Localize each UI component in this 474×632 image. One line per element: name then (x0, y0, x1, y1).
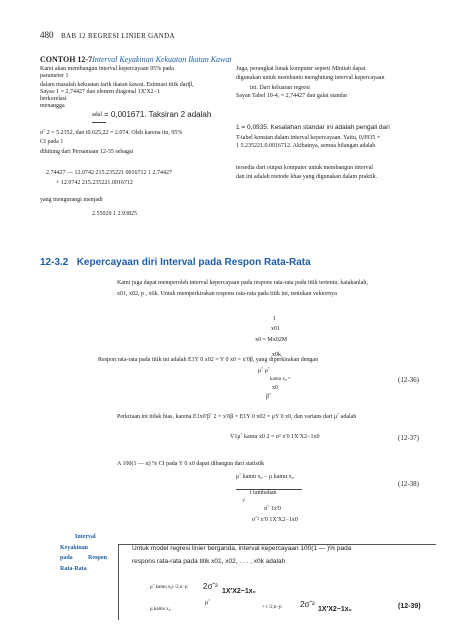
example-right-7: 1 5.235221.0.0016712. Akibatnya, semua bilangan adalah (236, 143, 376, 149)
example-left-1: Kami akan membangun interval kepercayaan 95% pada (40, 66, 174, 72)
example-right-3: ini. Dari keluaran regresi (250, 85, 310, 91)
chapter-title: BAB 12 REGRESI LINIER GANDA (61, 32, 175, 40)
example-right-9: dan ini adalah metode khas yang digunakan dalam praktik. (236, 174, 378, 180)
section-intro-2: x01, x02, p , x0k. Untuk memperkirakan respons rata-rata pada titik ini, tentukan vektornya (117, 291, 337, 297)
eq36-number: (12-36) (398, 376, 419, 384)
example-right-8: tersedia dari output komputer untuk membangun interval (236, 165, 373, 171)
example-right-1: Juga, perangkat lunak komputer seperti Minitab dapat (236, 66, 366, 72)
example-right-2: digunakan untuk membantu menghitung interval kepercayaan (236, 75, 385, 81)
box-mu-hat: μˆ kamu x₀ (150, 585, 173, 590)
sidebar-line-4: Respon (88, 555, 108, 561)
eq38-frag-sigma: σˆ 1x′0 (264, 506, 282, 512)
eq38-sqrt: √ (242, 498, 246, 504)
box-text-1: Untuk model regresi linier berganda, interval kepercayaan 100(1 — )% pada (132, 545, 352, 552)
box-mu-hat-2: μˆ (205, 600, 211, 606)
eq38-frag-t: t tambahan (250, 490, 277, 496)
box-matrix-1: 1X′X2−1x₀ (222, 588, 256, 595)
formula-sub: adal (92, 112, 102, 118)
box-sigma-1: 2σˆ² (203, 582, 218, 591)
eq37: V1μˆ kamu x0 2 = σ² x′0 1X′X2−1x0 (230, 434, 320, 440)
vector-row-1: 1 (273, 316, 276, 322)
mean-response-text: Respon rata-rata pada titik ini adalah E1Y 0 x02 = Y 0 x0 = x′0β, yang diperkirakan dengan (98, 357, 319, 363)
ci-line-2: + 12.0742 215.235221.0016712 (56, 180, 133, 186)
formula-bar (92, 122, 106, 123)
eq38-numerator: μˆ kamu x₀ − μ kamu x₀ (236, 474, 294, 480)
eq36-x0: x0 (272, 385, 278, 391)
example-title: Interval Keyakinan Kekuatan Ikatan Kawat (92, 55, 232, 64)
section-intro-1: Kami juga dapat memperoleh interval kepercayaan pada respons rata-rata pada titik tertentu, katakanlah, (117, 280, 368, 286)
sidebar-line-3: pada (60, 555, 73, 561)
box-text-2: respons rata-rata pada titik x01, x02, . . . , x0k adalah (132, 558, 286, 565)
box-sigma-2: 2σˆ² (300, 600, 315, 609)
eq39-number: (12-39) (398, 603, 421, 610)
section-title: Kepercayaan diri Interval pada Respon Rata-Rata (76, 257, 311, 268)
eq36-sub: kamu x₀ = (270, 377, 291, 382)
example-left-6: menangga (40, 103, 65, 109)
unbiased-text: Perkiraan ini tidak bias, karena E1x0′βˆ 2 = x′0β = E1Y 0 x02 = μY 0 x0, dan varians dari μˆ adalah (117, 414, 357, 420)
sidebar-line-1: Interval (75, 534, 96, 540)
box-minus-t: − t /2,n−p (168, 585, 188, 590)
box-plus-t: + t /2,n−p (262, 605, 282, 610)
box-left-border (118, 544, 119, 620)
example-right-5: 1 = 0,0935. Kesalahan standar ini adalah pengali dari (236, 124, 390, 131)
eq36-beta: βˆ (266, 394, 272, 400)
example-heading (40, 55, 232, 65)
vector-row-2: x01 (271, 326, 280, 332)
eq37-number: (12-37) (398, 434, 419, 442)
vector-row-4: x0k (272, 352, 281, 358)
section-number: 12-3.2 (40, 257, 69, 268)
example-label: CONTOH 12-7 (40, 55, 93, 64)
sidebar-line-2: Keyakinan (60, 545, 89, 551)
example-left-5: berkorelasi (40, 96, 67, 102)
ci-line-1: 2.74427 — 12.0742 215.235221 0016712 1 2.74427 (46, 170, 172, 176)
example-left-9: dihitung dari Persamaan 12-35 sebagai (40, 149, 134, 155)
example-left-4: Sayao 1 = 2,74427 dan elemen diagonal 1X′X2−1 (40, 89, 161, 95)
vector-row-3: x0 = Mx02M (255, 337, 288, 343)
box-matrix-2: 1X′X2−1x₀ (318, 606, 352, 613)
example-left-3: dalam masalah kekuatan tarik ikatan kawat. Estimasi titik dariβ, (40, 82, 194, 88)
box-mu: μ kamu x₀ (150, 607, 171, 612)
ci-result: 2.55029 1 2.93825 (92, 211, 137, 217)
eq38-number: (12-38) (398, 480, 419, 488)
example-left-7: σˆ 2 = 5.2352, dan t0.025,22 = 2.074. Oleh karena itu, 95% (40, 130, 183, 136)
reduce-text: yang mengurangi menjadi (40, 197, 103, 203)
page-number: 480 (40, 30, 54, 40)
example-right-4: Sayan Tabel 10-4, = 2,74427 dan galat standar (236, 93, 348, 99)
example-right-6: T-tabel konstan dalam interval kepercayaan. Yaitu, 0,0935 = (236, 135, 381, 141)
sidebar-line-5: Rata-Rata (60, 566, 87, 572)
section-heading (40, 257, 311, 268)
eq38-denominator: σˆ² x′0 1X′X2−1x0 (252, 517, 298, 523)
example-left-8: CI pada 1 (40, 139, 64, 145)
formula-inline: = 0,001671. Taksiran 2 adalah (104, 110, 212, 119)
example-left-2: parameter 1 (40, 73, 69, 79)
eq36-lhs: μˆ μˆ (258, 368, 270, 374)
ci-intro-text: A 100(1 — α) % CI pada Y 0 x0 dapat dibangun dari statistik (117, 461, 265, 467)
